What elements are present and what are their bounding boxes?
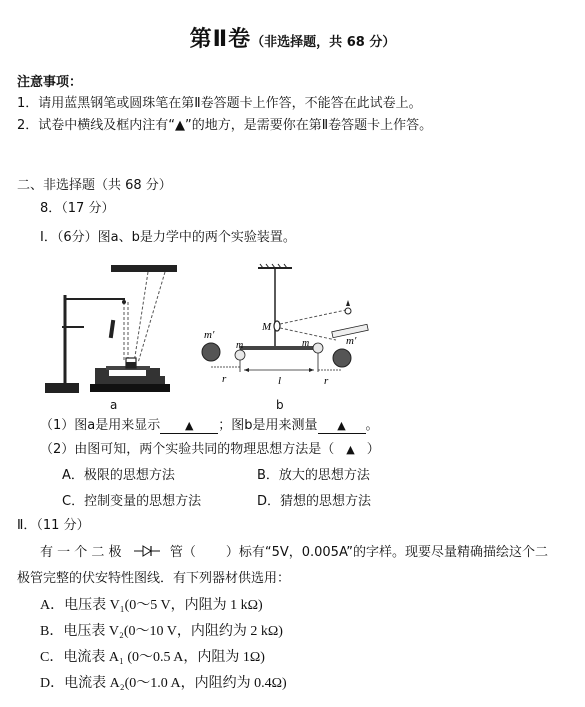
line1-part-a: 有 一 个 二 极 — [40, 545, 122, 560]
part1-intro: Ⅰ．（6分）图a、b是力学中的两个实验装置。 — [40, 230, 296, 245]
note-item-1: 1．请用蓝黑钢笔或圆珠笔在第Ⅱ卷答题卡上作答，不能答在此试卷上。 — [17, 96, 422, 111]
svg-text:M: M — [262, 321, 272, 333]
equipment-item-b: B．电压表 V₂(0～10 V，内阻约为 2 kΩ) — [40, 624, 283, 639]
option-b: B．放大的思想方法 — [257, 468, 370, 483]
note-item-2: 2．试卷中横线及框内注有“▲”的地方，是需要你在第Ⅱ卷答题卡上作答。 — [17, 118, 433, 133]
q2-post: ） — [366, 442, 380, 457]
q1-pre: （1）图a是用来显示 — [40, 418, 161, 433]
subquestion-1 — [40, 414, 379, 434]
label-l: l — [278, 375, 282, 387]
notes-heading: 注意事项： — [17, 75, 83, 90]
title-main: 第Ⅱ卷 — [189, 27, 252, 52]
label-r-right: r — [324, 375, 329, 387]
figure-b-diagram — [196, 262, 376, 402]
equipment-item-d: D．电流表 A₂(0～1.0 A，内阻约为 0.4Ω) — [40, 676, 287, 691]
answer-marker[interactable]: ▲ — [346, 443, 355, 456]
label-m-right: m — [302, 338, 310, 349]
answer-marker: ▲ — [337, 419, 346, 432]
line1-part-b: 管（ — [169, 545, 196, 560]
label-m-prime-left: m′ — [204, 329, 215, 341]
answer-blank-2[interactable] — [318, 418, 366, 434]
part2-line-1 — [40, 541, 548, 560]
q2-pre: （2）由图可知，两个实验共同的物理思想方法是（ — [40, 442, 335, 457]
title-sub: （非选择题，共 68 分） — [251, 35, 396, 50]
figure-b-label: b — [276, 398, 284, 412]
option-a: A．极限的思想方法 — [62, 468, 175, 483]
figure-a-diagram — [40, 262, 190, 402]
figure-a-label: a — [110, 398, 118, 412]
label-m-prime-right: m′ — [346, 335, 357, 347]
page-title — [0, 22, 585, 53]
equipment-item-c: C．电流表 A₁ (0～0.5 A，内阻为 1Ω) — [40, 650, 265, 665]
section-heading: 二、非选择题（共 68 分） — [17, 178, 172, 193]
equipment-item-a: A．电压表 V₁(0～5 V，内阻为 1 kΩ) — [40, 598, 263, 613]
part2-line-2: 极管完整的伏安特性图线．有下列器材供选用： — [17, 571, 291, 586]
diode-icon — [134, 544, 160, 558]
label-r-left: r — [222, 373, 227, 385]
option-c: C．控制变量的思想方法 — [62, 494, 202, 509]
line1-part-c: ）标有“5V，0.005A”的字样。现要尽量精确描绘这个二 — [225, 545, 548, 560]
part2-heading: Ⅱ．（11 分） — [17, 518, 90, 533]
answer-blank-1[interactable] — [160, 418, 218, 434]
q1-mid: ；图b是用来测量 — [218, 418, 318, 433]
answer-marker: ▲ — [185, 419, 194, 432]
subquestion-2 — [40, 438, 380, 457]
q1-post: 。 — [365, 418, 379, 433]
label-m-left: m — [236, 340, 244, 351]
option-d: D．猜想的思想方法 — [257, 494, 372, 509]
question-8: 8．（17 分） — [40, 201, 115, 216]
